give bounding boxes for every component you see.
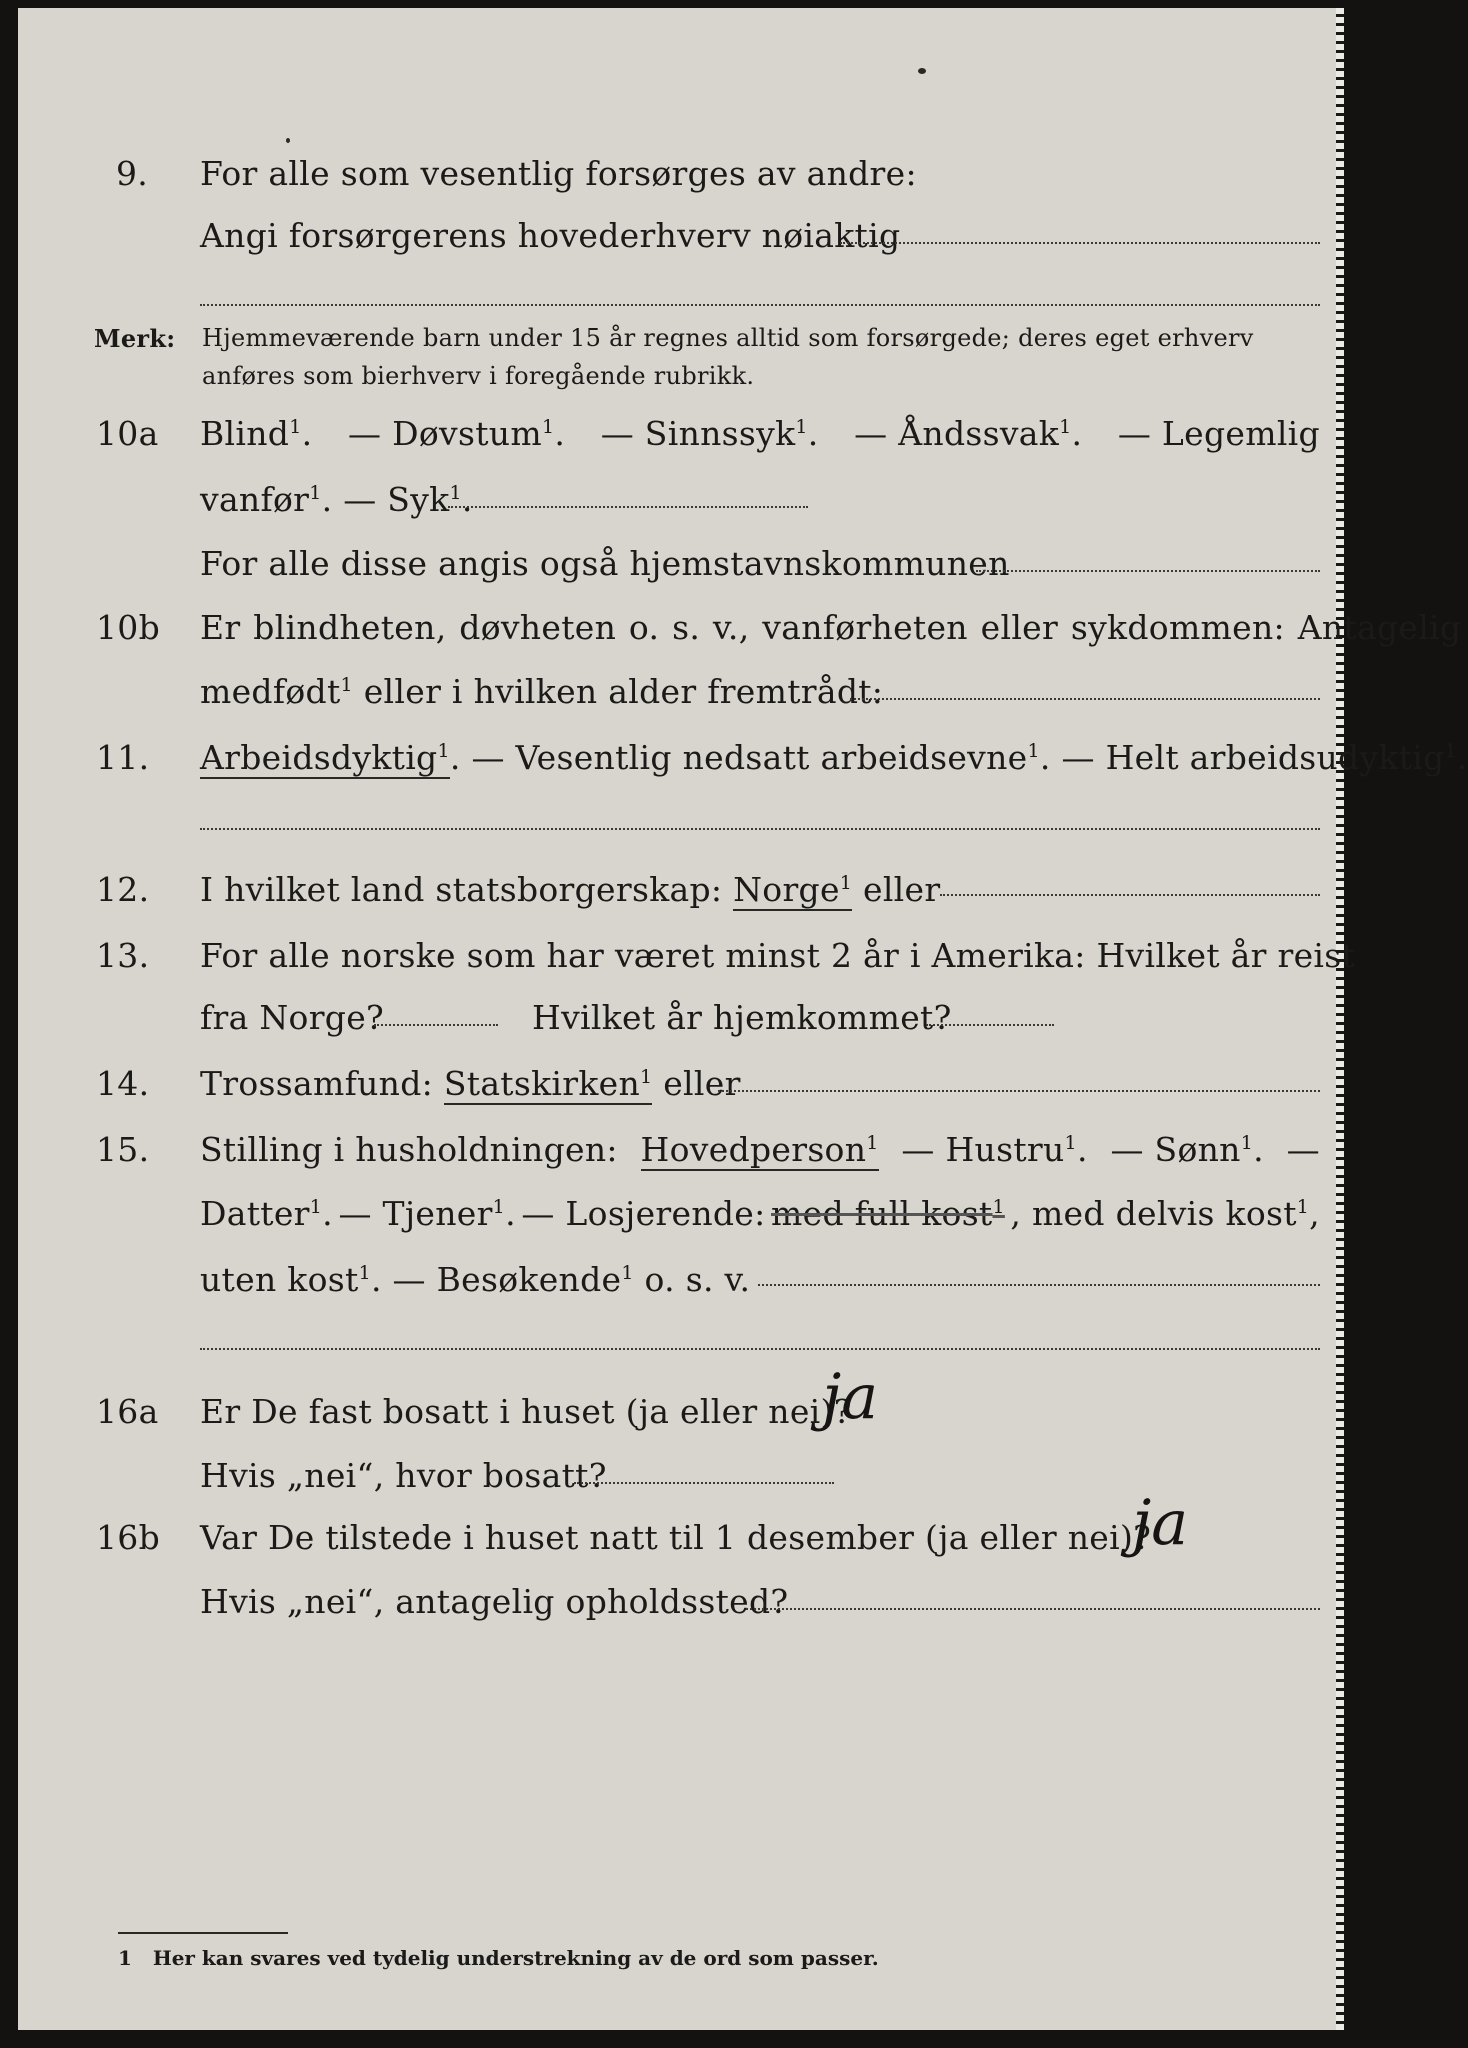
q16a-handwritten-answer[interactable]: ja: [822, 1360, 879, 1433]
opt-tjener[interactable]: — Tjener$^1$.: [338, 1194, 516, 1233]
q10a-line2: [200, 480, 473, 519]
opt-statskirken[interactable]: Statskirken$^1$: [443, 1064, 653, 1103]
q12-land-field[interactable]: [940, 894, 1320, 896]
opt-vanfor[interactable]: vanfør$^1$.: [200, 480, 333, 519]
q12-line: I hvilket land statsborgerskap: Norge$^1$ eller: [200, 870, 941, 909]
q14-line: Trossamfund: Statskirken$^1$ eller: [200, 1064, 741, 1103]
perforated-edge: [1336, 8, 1344, 2030]
footnote-rule: [118, 1932, 288, 1934]
q12-number: 12.: [96, 870, 150, 909]
q15-line1: Stilling i husholdningen: Hovedperson$^1$ — Hustru$^1$. — Sønn$^1$. —: [200, 1130, 1320, 1169]
q16b-line2: Hvis „nei“, antagelig opholdssted?: [200, 1582, 789, 1621]
census-form-page: [18, 8, 1468, 2030]
opt-sonn[interactable]: — Sønn$^1$.: [1110, 1130, 1264, 1169]
ink-speck: [286, 138, 290, 143]
merk-label: Merk:: [94, 324, 176, 353]
q9-answer-field-2[interactable]: [200, 304, 1320, 306]
q11-line: Arbeidsdyktig$^1$. — Vesentlig nedsatt arbeidsevne$^1$. — Helt arbeidsudyktig$^1$.: [200, 738, 1468, 777]
q10a-kommune-field[interactable]: [976, 570, 1320, 572]
q14-number: 14.: [96, 1064, 150, 1103]
opt-uten-kost[interactable]: uten kost$^1$.: [200, 1260, 382, 1299]
q13-line2b: Hvilket år hjemkommet?: [532, 998, 952, 1037]
opt-nedsatt[interactable]: — Vesentlig nedsatt arbeidsevne$^1$.: [471, 738, 1051, 777]
q13-reist-field[interactable]: [374, 1024, 498, 1026]
footnote: [118, 1946, 879, 1970]
q16b-number: 16b: [96, 1518, 161, 1557]
q9-text: For alle som vesentlig forsørges av andre:: [200, 154, 917, 193]
opt-besokende[interactable]: — Besøkende$^1$: [392, 1260, 634, 1299]
q9-answer-field[interactable]: [840, 242, 1320, 244]
q15-line2: Datter$^1$. — Tjener$^1$. — Losjerende: med full kost$^1$ , med delvis kost$^1$,: [200, 1194, 1320, 1233]
opt-norge[interactable]: Norge$^1$: [733, 870, 853, 909]
q13-number: 13.: [96, 936, 150, 975]
opt-hovedperson[interactable]: Hovedperson$^1$: [640, 1130, 879, 1169]
opt-legemlig[interactable]: — Legemlig: [1117, 414, 1320, 453]
opt-andssvak[interactable]: — Åndssvak$^1$.: [854, 414, 1083, 453]
q10b-alder-field[interactable]: [850, 698, 1320, 700]
q13-line1: For alle norske som har været minst 2 år i Amerika: Hvilket år reist: [200, 936, 1356, 975]
q16a-line1: Er De fast bosatt i huset (ja eller nei)?: [200, 1392, 852, 1431]
q13-hjemkommet-field[interactable]: [926, 1024, 1054, 1026]
q9-line2: Angi forsørgerens hovederhverv nøiaktig: [200, 216, 901, 255]
q11-number: 11.: [96, 738, 150, 777]
opt-blind[interactable]: Blind$^1$.: [200, 414, 313, 453]
q10b-line1: Er blindheten, døvheten o. s. v., vanførheten eller sykdommen: Antagelig: [200, 608, 1462, 647]
merk-line1: Hjemmeværende barn under 15 år regnes alltid som forsørgede; deres eget erhverv: [202, 324, 1254, 352]
q15-extra-field-2[interactable]: [200, 1348, 1320, 1350]
q10b-number: 10b: [96, 608, 161, 647]
opt-datter[interactable]: Datter$^1$.: [200, 1194, 333, 1233]
q14-trossamfund-field[interactable]: [718, 1090, 1320, 1092]
q16b-line1: Var De tilstede i huset natt til 1 desember (ja eller nei)?: [200, 1518, 1152, 1557]
q16b-opholdssted-field[interactable]: [746, 1608, 1320, 1610]
q10a-number: 10a: [96, 414, 159, 453]
q9-number: 9.: [116, 154, 149, 193]
opt-udyktig[interactable]: — Helt arbeidsudyktig$^1$.: [1061, 738, 1468, 777]
opt-medfodt[interactable]: medfødt$^1$: [200, 672, 353, 711]
q16a-number: 16a: [96, 1392, 159, 1431]
opt-delvis-kost[interactable]: , med delvis kost$^1$,: [1010, 1194, 1320, 1233]
merk-line2: anføres som bierhverv i foregående rubrikk.: [202, 362, 755, 390]
footnote-mark: 1: [118, 1946, 132, 1970]
opt-dovstum[interactable]: — Døvstum$^1$.: [348, 414, 566, 453]
opt-full-kost[interactable]: med full kost$^1$: [771, 1194, 1005, 1233]
q16a-line2: Hvis „nei“, hvor bosatt?: [200, 1456, 607, 1495]
ink-speck: [918, 68, 926, 74]
opt-hustru[interactable]: — Hustru$^1$.: [901, 1130, 1088, 1169]
footnote-text: Her kan svares ved tydelig understrekning av de ord som passer.: [152, 1946, 879, 1970]
q10a-line3: For alle disse angis også hjemstavnskommunen: [200, 544, 1010, 583]
q10b-line2: medfødt$^1$ eller i hvilken alder fremtrådt:: [200, 672, 884, 711]
opt-sinnssyk[interactable]: — Sinnssyk$^1$.: [600, 414, 819, 453]
opt-syk[interactable]: — Syk$^1$.: [343, 480, 473, 519]
q15-line3: uten kost$^1$. — Besøkende$^1$ o. s. v.: [200, 1260, 751, 1299]
q16b-handwritten-answer[interactable]: ja: [1132, 1486, 1189, 1559]
q15-extra-field[interactable]: [758, 1284, 1320, 1286]
q16a-bosatt-field[interactable]: [574, 1482, 834, 1484]
q15-number: 15.: [96, 1130, 150, 1169]
q13-line2a: fra Norge?: [200, 998, 385, 1037]
opt-arbeidsdyktig[interactable]: Arbeidsdyktig$^1$: [200, 738, 450, 777]
q10a-line1: [200, 414, 1320, 453]
q10a-syk-field[interactable]: [448, 506, 808, 508]
q11-extra-field[interactable]: [200, 828, 1320, 830]
